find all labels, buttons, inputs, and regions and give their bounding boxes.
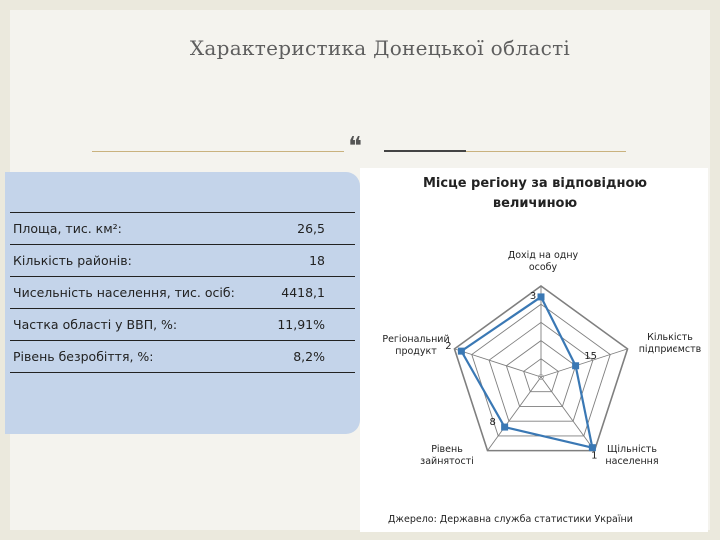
radar-data-label: 15 [584,350,597,362]
table-row [10,309,355,341]
title-divider-left [92,151,344,152]
radar-category-label: Щільність населення [605,444,659,467]
radar-data-point [538,293,545,300]
radar-category-label: Регіональний продукт [382,334,450,357]
row-label: Рівень безробіття, %: [10,341,238,373]
radar-data-label: 1 [591,450,598,462]
row-value: 11,91% [238,309,355,341]
radar-data-label: 3 [529,290,537,302]
radar-category-label: Дохід на одну особу [507,250,579,273]
row-value: 26,5 [238,213,355,245]
row-value: 18 [238,245,355,277]
chart-title: Місце регіону за відповідною величиною [422,176,648,211]
slide-title: Характеристика Донецької області [189,36,571,60]
stats-table [10,212,355,373]
row-label: Чисельність населення, тис. осіб: [10,277,238,309]
table-row [10,277,355,309]
radar-category-label: Кількість підприємств [638,332,702,355]
row-label: Частка області у ВВП, %: [10,309,238,341]
row-value: 8,2% [238,341,355,373]
radar-data-point [501,424,508,431]
row-label: Площа, тис. км²: [10,213,238,245]
row-label: Кількість районів: [10,245,238,277]
table-row [10,213,355,245]
table-row [10,245,355,277]
chart-source: Джерело: Державна служба статистики України [388,514,633,525]
radar-data-point [458,348,465,355]
row-value: 4418,1 [238,277,355,309]
ornament-icon: ❝ [348,132,362,162]
radar-chart [360,168,708,532]
title-divider-accent [384,150,466,152]
radar-data-point [572,362,579,369]
radar-chart-panel [360,168,708,532]
radar-category-label: Рівень зайнятості [420,444,474,467]
radar-data-label: 8 [489,417,496,429]
table-row [10,341,355,373]
radar-data-label: 2 [445,341,452,353]
radar-spoke [488,377,541,451]
